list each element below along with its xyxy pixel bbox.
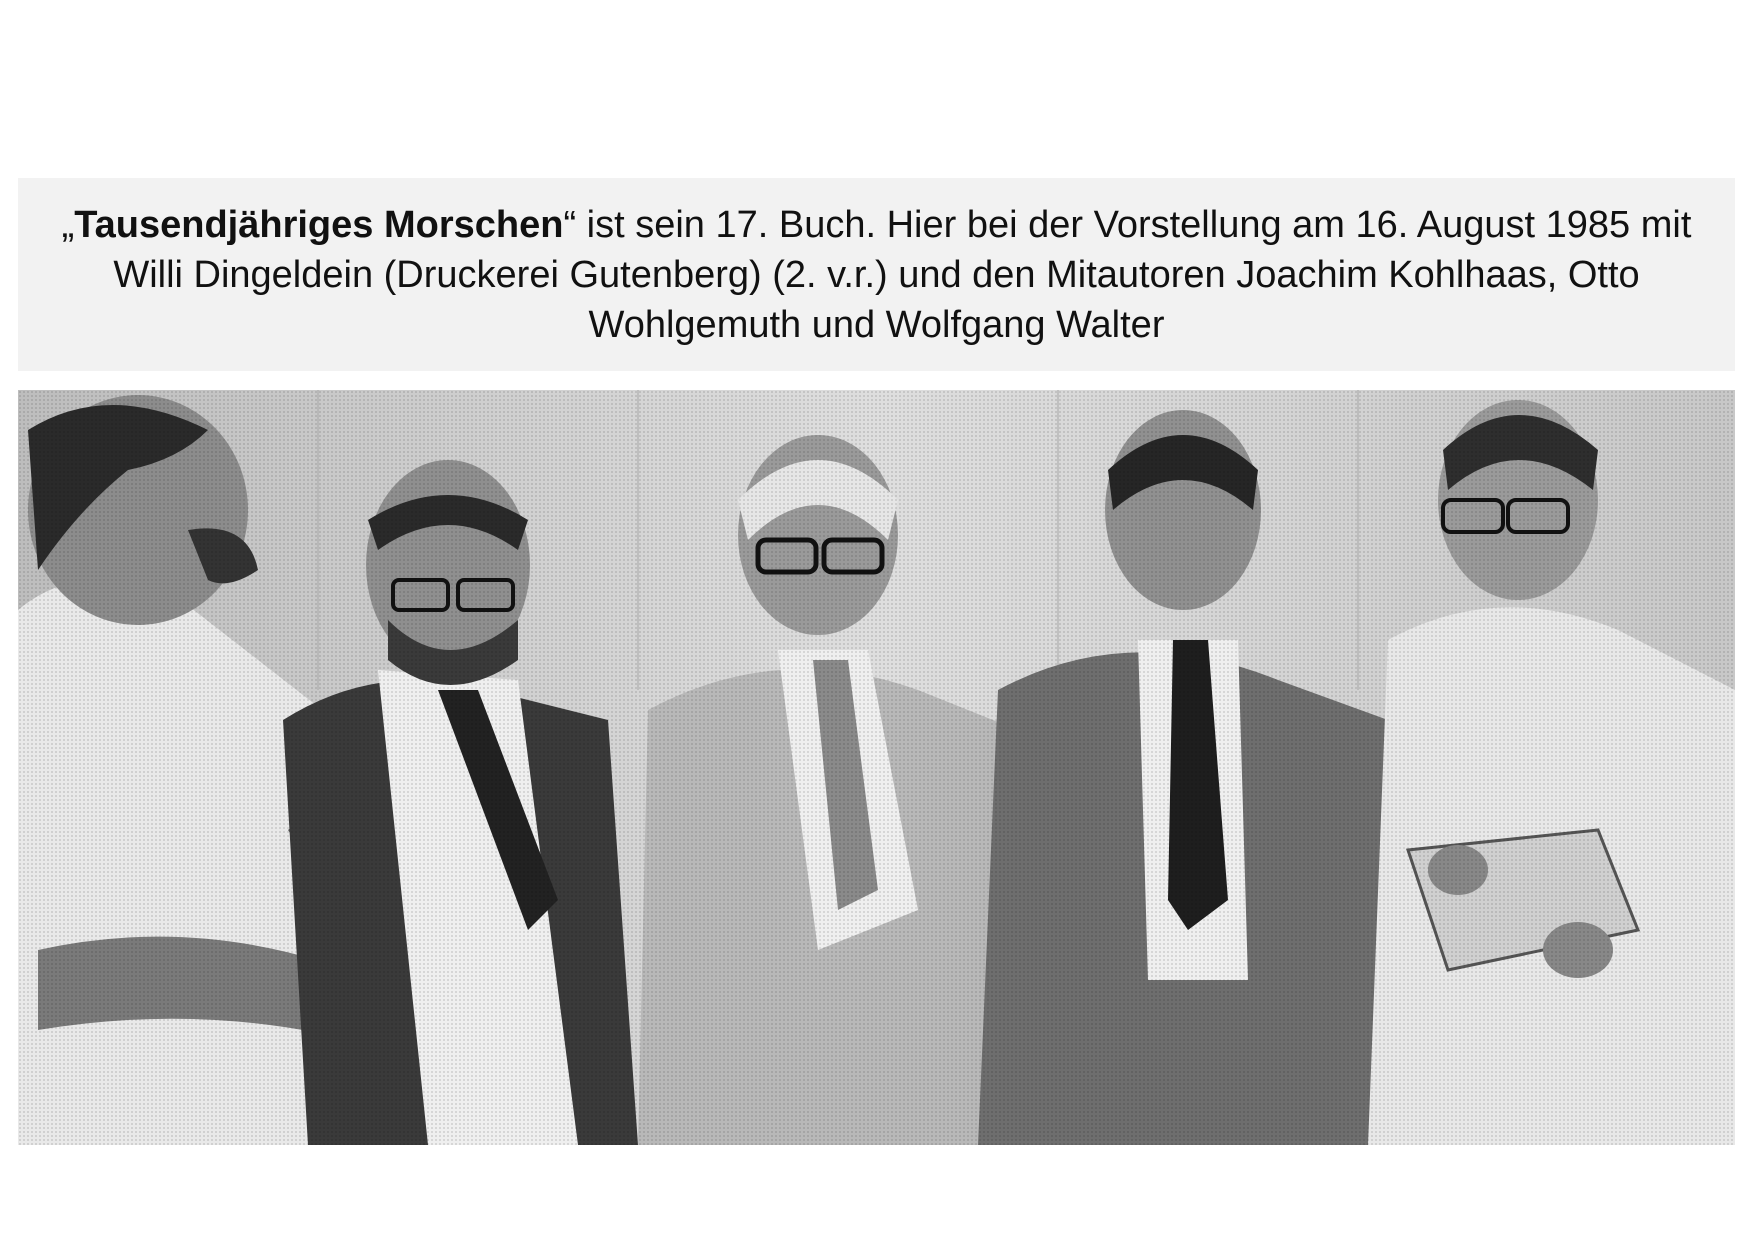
group-photo [18,390,1735,1145]
halftone-overlay [18,390,1735,1145]
caption-book-title: Tausendjähriges Morschen [74,204,564,246]
photo-caption [18,178,1735,371]
caption-text: ist sein 17. Buch. Hier bei der Vorstellung am 16. August 1985 mit Willi Dingeldein (Druckerei Gutenberg) (2. v.r.) und den Mitautoren Joachim Kohlhaas, Otto Wohlgemuth und Wolfgang Walter [113,204,1692,346]
group-photo-illustration [18,390,1735,1145]
caption-quote-open: „ [61,204,75,246]
caption-quote-close: “ [563,204,577,246]
